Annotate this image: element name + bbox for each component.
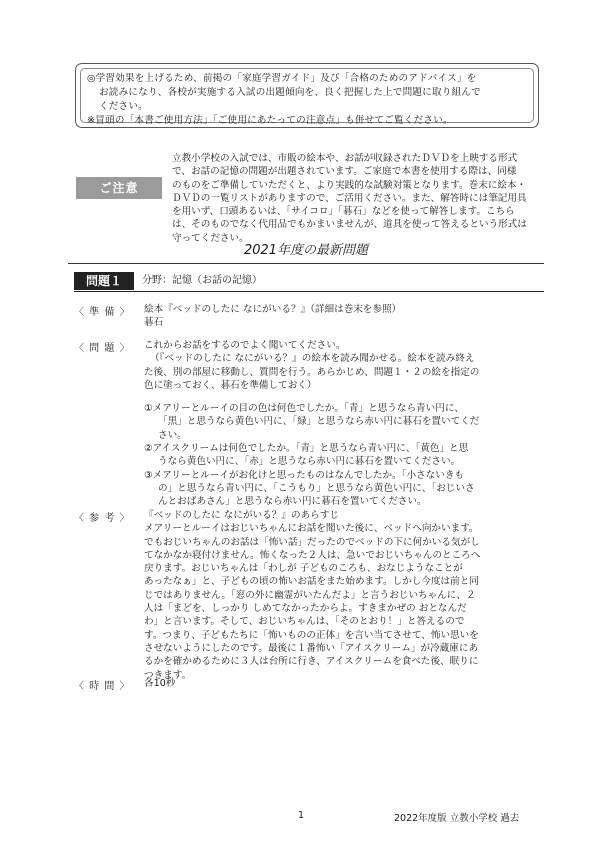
reference-label: 〈 参 考 〉: [74, 513, 131, 524]
problem-item-line: んとおばあさん」と思うなら赤い円に碁石を置いてください。: [158, 496, 427, 508]
caution-line: は、そのものでなく代用品でもかまいませんが、道具を使って答えるという形式は: [172, 219, 527, 231]
time-value: 各10秒: [144, 678, 176, 689]
problem-intro-line: これからお話をするのでよく聞いてください。: [144, 340, 346, 351]
problem-item-line: ③メアリーとルーイがお化けと思ったものはなんでしたか。「小さないきも: [144, 469, 465, 481]
problem-intro-line: た後、別の部屋に移動し、質問を行う。あらかじめ、問題１・２の絵を指定の: [144, 366, 480, 378]
notice-line: お読みになり、各校が実施する入試の出題傾向を、良く把握した上で問題に取り組んで: [99, 87, 481, 98]
caution-line: 守ってください。: [172, 232, 249, 244]
notice-line: ※冒頭の「本書ご使用方法」「ご使用にあたっての注意点」も併せてご覧ください。: [87, 115, 453, 126]
time-label: 〈 時 間 〉: [74, 681, 131, 692]
footer-title: 2022年度版 立教小学校 過去: [394, 813, 520, 824]
reference-line: るかを確かめるために３人は台所に行き、アイスクリームを食べた後、眠りに: [144, 656, 479, 668]
problem-body: [144, 339, 544, 509]
time-body: [144, 677, 544, 690]
prep-line: 碁石: [144, 317, 164, 329]
caution-badge: ご注意: [76, 177, 162, 199]
notice-inner-frame: [80, 68, 534, 126]
problem-item-line: さい。: [158, 429, 187, 441]
reference-line: てなかなか寝付けません。怖くなった２人は、急いでおじいちゃんのところへ: [144, 549, 481, 561]
reference-line: あったなぁ」と、子どもの頃の怖いお話をまた始めます。しかし今度は前と同: [144, 576, 479, 588]
question-badge: 問題１: [74, 272, 134, 290]
section-title-rule: [68, 263, 544, 264]
caution-line: ＤＶＤの一覧リストがありますので、ご活用ください。また、解答時には筆記用具: [172, 192, 527, 204]
problem-intro-line: （『ベッドのしたに なにがいる？』の絵本を読み聞かせる。絵本を読み終え: [150, 353, 475, 365]
reference-line: でもおじいちゃんのお話は「怖い話」だったのでベッドの下に何かいる気がし: [144, 536, 480, 548]
question-rule: [74, 291, 544, 292]
problem-item-line: ②アイスクリームは何色でしたか。「青」と思うなら青い円に、「黄色」と思: [144, 443, 469, 455]
reference-line: つきます。: [144, 669, 192, 681]
section-title-text: 2021年度の最新問題: [243, 243, 369, 258]
notice-line: ◎学習効果を上げるため、前掲の「家庭学習ガイド」及び「合格のためのアドバイス」を: [87, 73, 477, 84]
question-field: 分野：記憶（お話の記憶）: [142, 275, 262, 286]
section-title: [68, 240, 544, 262]
reference-line: す。つまり、子どもたちに「怖いものの正体」を言い当てさせて、怖い思いを: [144, 629, 479, 641]
notice-line: ください。: [99, 101, 148, 112]
problem-item-line: うなら黄色い円に、「赤」と思うなら赤い円に碁石を置いてください。: [158, 456, 461, 468]
caution-line: を用いず、口頭あるいは、「サイコロ」「碁石」などを使って解答します。こちら: [172, 206, 515, 218]
reference-line: 『ベッドのしたに なにがいる？』のあらすじ: [144, 510, 339, 521]
problem-item-line: 「黒」と思うなら黄色い円に、「緑」と思うなら赤い円に碁石を置いてくだ: [158, 416, 480, 428]
problem-item-line: ①メアリーとルーイの目の色は何色でしたか。「青」と思うなら青い円に、: [144, 403, 465, 415]
prep-body: [144, 303, 544, 330]
problem-item-line: の」と思うなら青い円に、「こうもり」と思うなら黄色い円に、「おじいさ: [158, 482, 475, 494]
reference-line: させないようにしたのです。最後に１番怖い「アイスクリーム」が冷蔵庫にあ: [144, 642, 479, 654]
caution-line: のものをご準備していただくと、より実践的な試験対策となります。巻末に絵本・: [172, 179, 527, 191]
reference-line: じではありません。「窓の外に幽霊がいたんだよ」と言うおじいちゃんに、２: [144, 589, 476, 601]
reference-line: 人は「まどを、しっかり しめてなかったからよ。すきまかぜの おとなんだ: [144, 603, 467, 615]
problem-label: 〈 問 題 〉: [74, 343, 131, 354]
prep-line: 絵本『ベッドのしたに なにがいる？』（詳細は巻末を参照）: [144, 304, 402, 315]
reference-line: わ」と言います。そして、おじいちゃんは、「そのとおり！」と答えるので: [144, 616, 465, 628]
reference-line: 戻ります。おじいちゃんは「わしが 子どものころも、おなじようなことが: [144, 563, 463, 575]
caution-line: 立教小学校の入試では、市販の絵本や、お話が収録されたＤＶＤを上映する形式: [172, 153, 518, 164]
notice-box: [75, 63, 539, 128]
reference-body: [144, 509, 544, 682]
caution-text: [172, 152, 544, 245]
problem-intro-line: 色に塗っておく、碁石を準備しておく）: [144, 379, 317, 391]
reference-line: メアリーとルーイはおじいちゃんにお話を聞いた後に、ベッドへ向かいます。: [144, 523, 479, 535]
caution-line: で、お話の記憶の問題が出題されています。ご家庭で本書を使用する際は、同様: [172, 166, 517, 178]
page-number: 1: [298, 810, 305, 821]
prep-label: 〈 準 備 〉: [74, 307, 131, 318]
